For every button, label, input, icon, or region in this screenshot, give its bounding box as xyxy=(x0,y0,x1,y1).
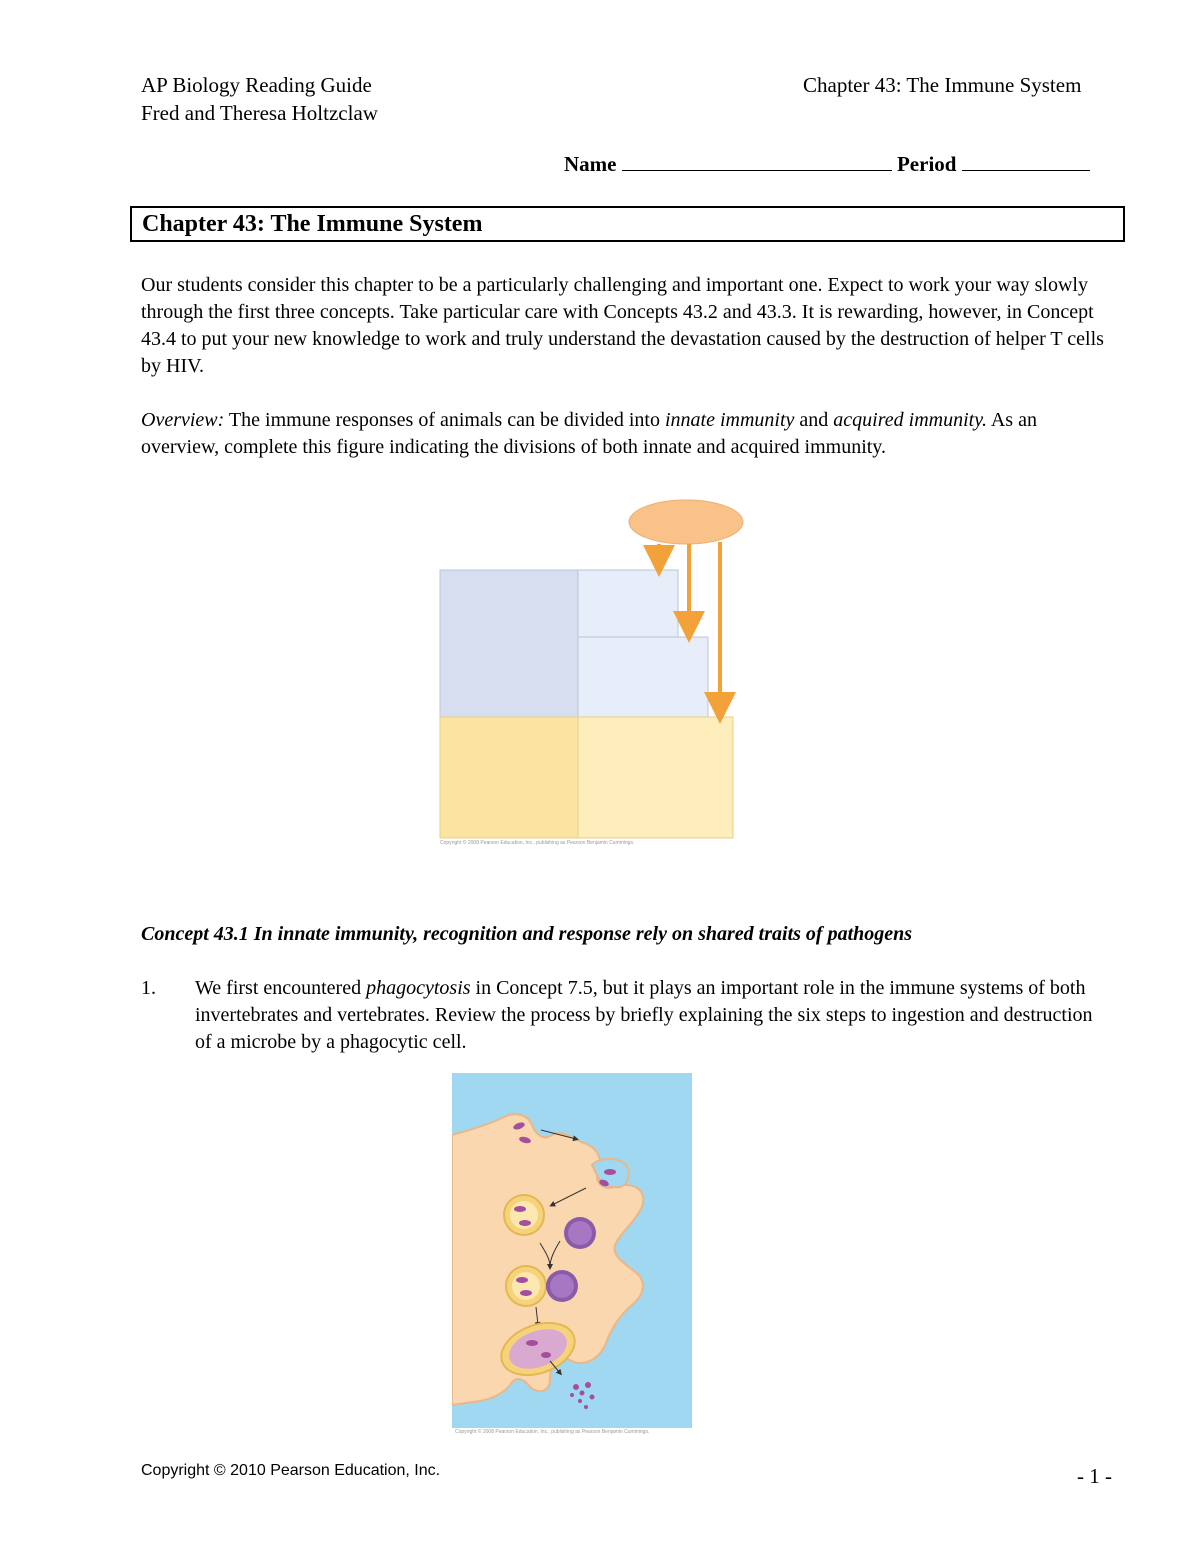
authors: Fred and Theresa Holtzclaw xyxy=(141,101,378,125)
blank-box-innate-vertebrate[interactable] xyxy=(578,637,708,717)
overview-text-1: The immune responses of animals can be divided into xyxy=(224,409,665,431)
debris xyxy=(578,1399,582,1403)
microbe-fragment xyxy=(541,1352,551,1358)
debris xyxy=(584,1405,588,1409)
lysosome-core xyxy=(568,1221,592,1245)
student-info-line xyxy=(564,152,1090,177)
overview-text-3: As an overview, complete this figure indicating the divisions of both innate and acquired immunity. xyxy=(141,409,1037,458)
phagocytosis-figure xyxy=(452,1073,692,1428)
chapter-title: Chapter 43: The Immune System xyxy=(142,211,483,237)
debris xyxy=(590,1395,595,1400)
immunity-overview-figure xyxy=(430,495,760,855)
overview-paragraph xyxy=(141,407,1106,461)
figure2-caption: Copyright © 2008 Pearson Education, Inc., publishing as Pearson Benjamin Cummings. xyxy=(455,1429,650,1435)
term-innate-immunity: innate immunity xyxy=(664,409,795,431)
footer-copyright: Copyright © 2010 Pearson Education, Inc. xyxy=(141,1462,441,1479)
lysosome-core xyxy=(550,1274,574,1298)
blank-box-innate-left[interactable] xyxy=(440,570,578,717)
overview-label: Overview: xyxy=(141,409,225,431)
page-number: - 1 - xyxy=(1077,1464,1112,1488)
debris xyxy=(570,1393,574,1397)
microbe-fragment xyxy=(526,1340,538,1346)
chapter-title-box xyxy=(130,206,1125,242)
blank-box-acquired-right[interactable] xyxy=(578,717,733,838)
question-1-text xyxy=(195,975,1105,1056)
microbe xyxy=(520,1290,532,1296)
chapter-label: Chapter 43: The Immune System xyxy=(803,73,1082,97)
concept-heading: Concept 43.1 In innate immunity, recognition and response rely on shared traits of pathogens xyxy=(141,923,913,945)
term-acquired-immunity: acquired immunity. xyxy=(833,409,987,431)
term-phagocytosis: phagocytosis xyxy=(366,977,471,999)
microbe xyxy=(604,1169,616,1175)
figure1-caption: Copyright © 2008 Pearson Education, Inc., publishing as Pearson Benjamin Cummings. xyxy=(440,840,635,846)
question-text-1: We first encountered xyxy=(195,977,367,999)
debris xyxy=(585,1382,591,1388)
period-field[interactable] xyxy=(962,152,1090,171)
microbe xyxy=(514,1206,526,1212)
microbe xyxy=(519,1220,531,1226)
debris xyxy=(580,1391,585,1396)
intro-paragraph: Our students consider this chapter to be a particularly challenging and important one. Expect to work your way slowly through the first three concepts. Take particular care with Concepts 43.2 and 43.3. It is rewarding, however, in Concept 43.4 to put your new knowledge to work and truly understand the devastation caused by the destruction of helper T cells by HIV. xyxy=(141,274,1104,377)
guide-title: AP Biology Reading Guide xyxy=(141,73,372,97)
question-text-2: in Concept 7.5, but it plays an important role in the immune systems of both invertebrates and vertebrates. Review the process by briefly explaining the six steps to ingestion and destruction of a microbe by a phagocytic cell. xyxy=(195,977,1093,1053)
blank-box-innate-invertebrate[interactable] xyxy=(578,570,678,637)
period-label: Period xyxy=(896,152,957,176)
name-label: Name xyxy=(564,152,617,176)
question-number: 1. xyxy=(141,977,156,999)
microbe xyxy=(516,1277,528,1283)
blank-box-acquired-left[interactable] xyxy=(440,717,578,838)
overview-text-2: and xyxy=(794,409,834,431)
debris xyxy=(573,1384,579,1390)
name-field[interactable] xyxy=(622,152,892,171)
blank-oval-pathogens[interactable] xyxy=(629,500,743,544)
